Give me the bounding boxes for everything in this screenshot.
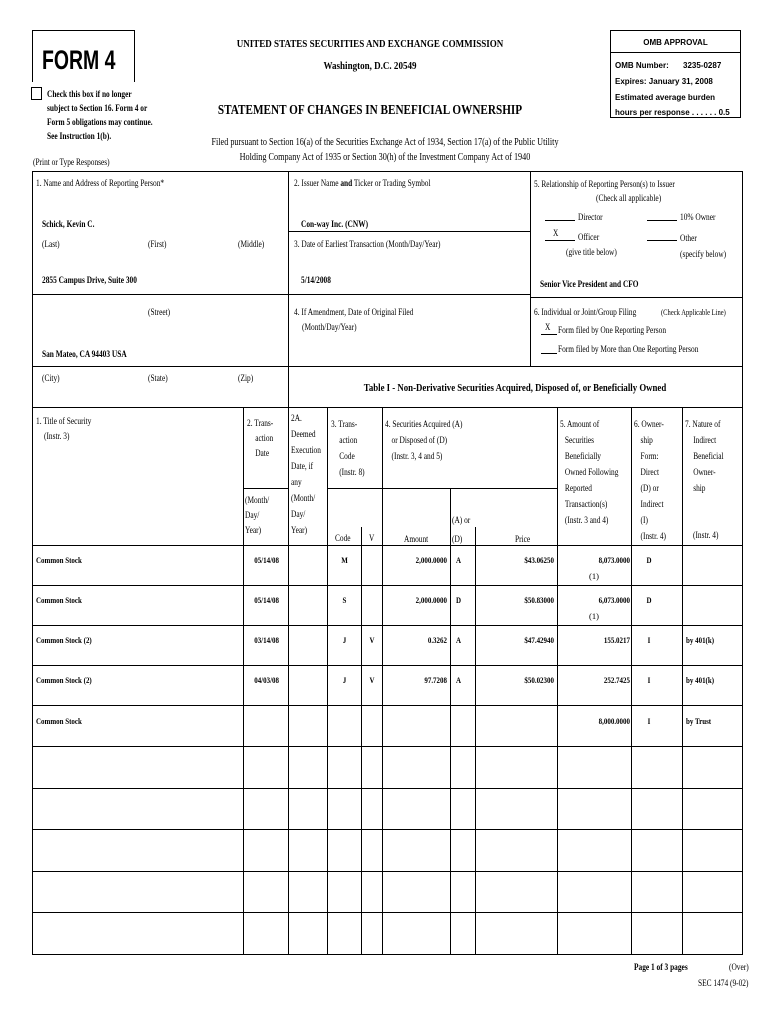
state-label: (State) xyxy=(148,373,168,383)
row-title: Common Stock xyxy=(36,716,82,726)
col2a-header-h: Year) xyxy=(291,525,308,535)
col2a-header-a: 2A. xyxy=(291,413,302,423)
box4-label-1: 4. If Amendment, Date of Original Filed xyxy=(294,307,414,317)
row-a-or-d: A xyxy=(456,635,462,645)
row-ownership-form: I xyxy=(647,675,651,685)
checkbox-text-2: subject to Section 16. Form 4 or xyxy=(47,103,148,113)
row-owned: 8,000.0000 xyxy=(598,716,630,726)
sec-form-number: SEC 1474 (9-02) xyxy=(698,978,749,988)
col4-amount-header: Amount xyxy=(404,534,429,544)
box2-label-post: Ticker or Trading Symbol xyxy=(352,178,431,188)
row-amount: 0.3262 xyxy=(427,635,447,645)
table1-title: Table I - Non-Derivative Securities Acquired, Disposed of, or Beneficially Owned xyxy=(363,382,667,394)
row-title: Common Stock (2) xyxy=(36,635,92,645)
col6-header-h: (Instr. 4) xyxy=(640,531,666,541)
row-owned: 252.7425 xyxy=(603,675,630,685)
ten-pct-owner-label: 10% Owner xyxy=(680,212,716,222)
col5-header-f: Transaction(s) xyxy=(564,499,608,509)
checkbox-text-1: Check this box if no longer xyxy=(47,89,132,99)
omb-expires: Expires: January 31, 2008 xyxy=(615,77,713,86)
row-price: $47.42940 xyxy=(524,635,554,645)
page-count: Page 1 of 3 pages xyxy=(634,962,688,972)
row-title: Common Stock xyxy=(36,595,82,605)
box5-label: 5. Relationship of Reporting Person(s) to Issuer xyxy=(534,179,675,189)
omb-number-label: OMB Number: xyxy=(615,61,669,70)
row-amount: 2,000.0000 xyxy=(415,595,447,605)
col6-header-d: Direct xyxy=(640,467,660,477)
form-title-box xyxy=(32,30,135,82)
row-footnote: (1) xyxy=(589,571,599,581)
col3-header-b: action xyxy=(339,435,358,445)
row-ownership-form: I xyxy=(647,635,651,645)
city-state-zip: San Mateo, CA 94403 USA xyxy=(42,349,127,359)
col3-code-header: Code xyxy=(335,533,351,543)
row-ownership-form: D xyxy=(646,595,652,605)
row-nature: by 401(k) xyxy=(686,675,715,685)
col4-aord-header-2: (D) xyxy=(452,534,463,544)
col2-header-c: Date xyxy=(255,448,270,458)
row-a-or-d: D xyxy=(456,595,462,605)
col2-header-d: (Month/ xyxy=(245,495,270,505)
row-a-or-d: A xyxy=(456,555,462,565)
row-nature: by Trust xyxy=(686,716,712,726)
reporting-person-name: Schick, Kevin C. xyxy=(42,219,95,229)
checkbox-text-4: See Instruction 1(b). xyxy=(47,131,112,141)
row-price: $43.06250 xyxy=(524,555,554,565)
row-v: V xyxy=(369,675,375,685)
officer-label: Officer xyxy=(578,232,600,242)
col7-header-c: Beneficial xyxy=(693,451,724,461)
col1-header-b: (Instr. 3) xyxy=(44,431,70,441)
col6-header-e: (D) or xyxy=(640,483,659,493)
col5-header-g: (Instr. 3 and 4) xyxy=(564,515,609,525)
col6-header-g: (I) xyxy=(640,515,648,525)
row-owned: 6,073.0000 xyxy=(598,595,630,605)
row-code: M xyxy=(341,555,348,565)
omb-approval-box xyxy=(610,30,741,118)
row-ownership-form: I xyxy=(647,716,651,726)
col7-header-a: 7. Nature of xyxy=(685,419,721,429)
city-label: (City) xyxy=(42,373,60,383)
col7-header-d: Owner- xyxy=(693,467,716,477)
col2a-header-d: Date, if xyxy=(291,461,314,471)
earliest-transaction-date: 5/14/2008 xyxy=(301,275,331,285)
col4-price-header: Price xyxy=(515,534,531,544)
row-ownership-form: D xyxy=(646,555,652,565)
officer-mark[interactable]: X xyxy=(553,228,559,238)
box5-sub: (Check all applicable) xyxy=(596,193,662,203)
col3-header-d: (Instr. 8) xyxy=(339,467,365,477)
other-label: Other xyxy=(680,233,697,243)
row-owned: 155.0217 xyxy=(603,635,630,645)
col5-header-d: Owned Following xyxy=(564,467,619,477)
box3-label: 3. Date of Earliest Transaction (Month/Day/Year) xyxy=(294,239,441,249)
one-person-label: Form filed by One Reporting Person xyxy=(558,325,667,335)
row-code: J xyxy=(342,635,347,645)
row-amount: 2,000.0000 xyxy=(415,555,447,565)
row-price: $50.83000 xyxy=(524,595,554,605)
col7-header-e: ship xyxy=(693,483,706,493)
no-longer-subject-checkbox[interactable] xyxy=(31,87,42,100)
col2-header-f: Year) xyxy=(245,525,262,535)
row-nature: by 401(k) xyxy=(686,635,715,645)
row-date: 04/03/08 xyxy=(254,675,279,685)
col2-header-e: Day/ xyxy=(245,510,260,520)
col4-header-a: 4. Securities Acquired (A) xyxy=(385,419,463,429)
officer-title: Senior Vice President and CFO xyxy=(540,279,639,289)
box6-label: 6. Individual or Joint/Group Filing xyxy=(534,307,637,317)
col2a-header-c: Execution xyxy=(291,445,321,455)
zip-label: (Zip) xyxy=(238,373,254,383)
col5-header-b: Securities xyxy=(564,435,595,445)
middle-label: (Middle) xyxy=(238,239,265,249)
box1-label: 1. Name and Address of Reporting Person* xyxy=(36,178,165,188)
more-persons-label: Form filed by More than One Reporting Person xyxy=(558,344,699,354)
col2-header-a: 2. Trans- xyxy=(247,418,274,428)
filed-pursuant-line-1: Filed pursuant to Section 16(a) of the Securities Exchange Act of 1934, Section 17(a) of the Public Utility xyxy=(211,137,559,148)
reporting-address: 2855 Campus Drive, Suite 300 xyxy=(42,275,137,285)
col4-header-b: or Disposed of (D) xyxy=(391,435,448,445)
officer-sub: (give title below) xyxy=(566,247,617,257)
col1-header-a: 1. Title of Security xyxy=(36,416,92,426)
filed-pursuant-line-2: Holding Company Act of 1935 or Section 30(h) of the Investment Company Act of 1940 xyxy=(239,152,531,163)
row-title: Common Stock (2) xyxy=(36,675,92,685)
box2-label xyxy=(294,178,431,189)
row-date: 03/14/08 xyxy=(254,635,279,645)
issuer-name: Con-way Inc. (CNW) xyxy=(301,219,369,229)
street-label: (Street) xyxy=(148,307,171,317)
row-date: 05/14/08 xyxy=(254,555,279,565)
col2a-header-e: any xyxy=(291,477,302,487)
row-price: $50.02300 xyxy=(524,675,554,685)
col3-v-header: V xyxy=(369,533,375,543)
checkbox-text-3: Form 5 obligations may continue. xyxy=(47,117,153,127)
statement-title: STATEMENT OF CHANGES IN BENEFICIAL OWNERSHIP xyxy=(217,103,523,118)
box2-label-pre: 2. Issuer Name xyxy=(294,178,341,188)
row-footnote: (1) xyxy=(589,611,599,621)
first-label: (First) xyxy=(148,239,167,249)
row-v: V xyxy=(369,635,375,645)
commission-location: Washington, D.C. 20549 xyxy=(323,60,417,72)
col7-header-b: Indirect xyxy=(693,435,717,445)
box6-check-line: (Check Applicable Line) xyxy=(661,308,726,317)
box4-label-2: (Month/Day/Year) xyxy=(302,322,357,332)
other-sub: (specify below) xyxy=(680,249,727,259)
col6-header-b: ship xyxy=(640,435,653,445)
col5-header-a: 5. Amount of xyxy=(560,419,600,429)
omb-number-value: 3235-0287 xyxy=(683,61,722,70)
row-title: Common Stock xyxy=(36,555,82,565)
col2a-header-b: Deemed xyxy=(291,429,316,439)
col3-header-a: 3. Trans- xyxy=(331,419,358,429)
col2a-header-f: (Month/ xyxy=(291,493,316,503)
col6-header-a: 6. Owner- xyxy=(634,419,664,429)
row-date: 05/14/08 xyxy=(254,595,279,605)
col5-header-e: Reported xyxy=(564,483,592,493)
omb-burden-1: Estimated average burden xyxy=(615,93,716,102)
print-note: (Print or Type Responses) xyxy=(33,157,110,167)
director-label: Director xyxy=(578,212,603,222)
row-a-or-d: A xyxy=(456,675,462,685)
over-note: (Over) xyxy=(729,962,749,972)
row-amount: 97.7208 xyxy=(424,675,447,685)
one-person-mark[interactable]: X xyxy=(545,322,551,332)
col7-header-f: (Instr. 4) xyxy=(693,530,719,540)
row-owned: 8,073.0000 xyxy=(598,555,630,565)
col2a-header-g: Day/ xyxy=(291,509,306,519)
box2-label-and: and xyxy=(340,178,353,188)
form-title: FORM 4 xyxy=(42,45,116,75)
col4-header-c: (Instr. 3, 4 and 5) xyxy=(391,451,443,461)
last-label: (Last) xyxy=(42,239,60,249)
col2-header-b: action xyxy=(255,433,274,443)
omb-title: OMB APPROVAL xyxy=(643,38,708,47)
row-code: J xyxy=(342,675,347,685)
col6-header-f: Indirect xyxy=(640,499,664,509)
col5-header-c: Beneficially xyxy=(564,451,601,461)
row-code: S xyxy=(342,595,347,605)
col6-header-c: Form: xyxy=(640,451,659,461)
col3-header-c: Code xyxy=(339,451,355,461)
omb-burden-2: hours per response . . . . . . 0.5 xyxy=(615,108,730,117)
commission-name: UNITED STATES SECURITIES AND EXCHANGE COMMISSION xyxy=(236,38,504,50)
col4-aord-header-1: (A) or xyxy=(452,515,471,525)
